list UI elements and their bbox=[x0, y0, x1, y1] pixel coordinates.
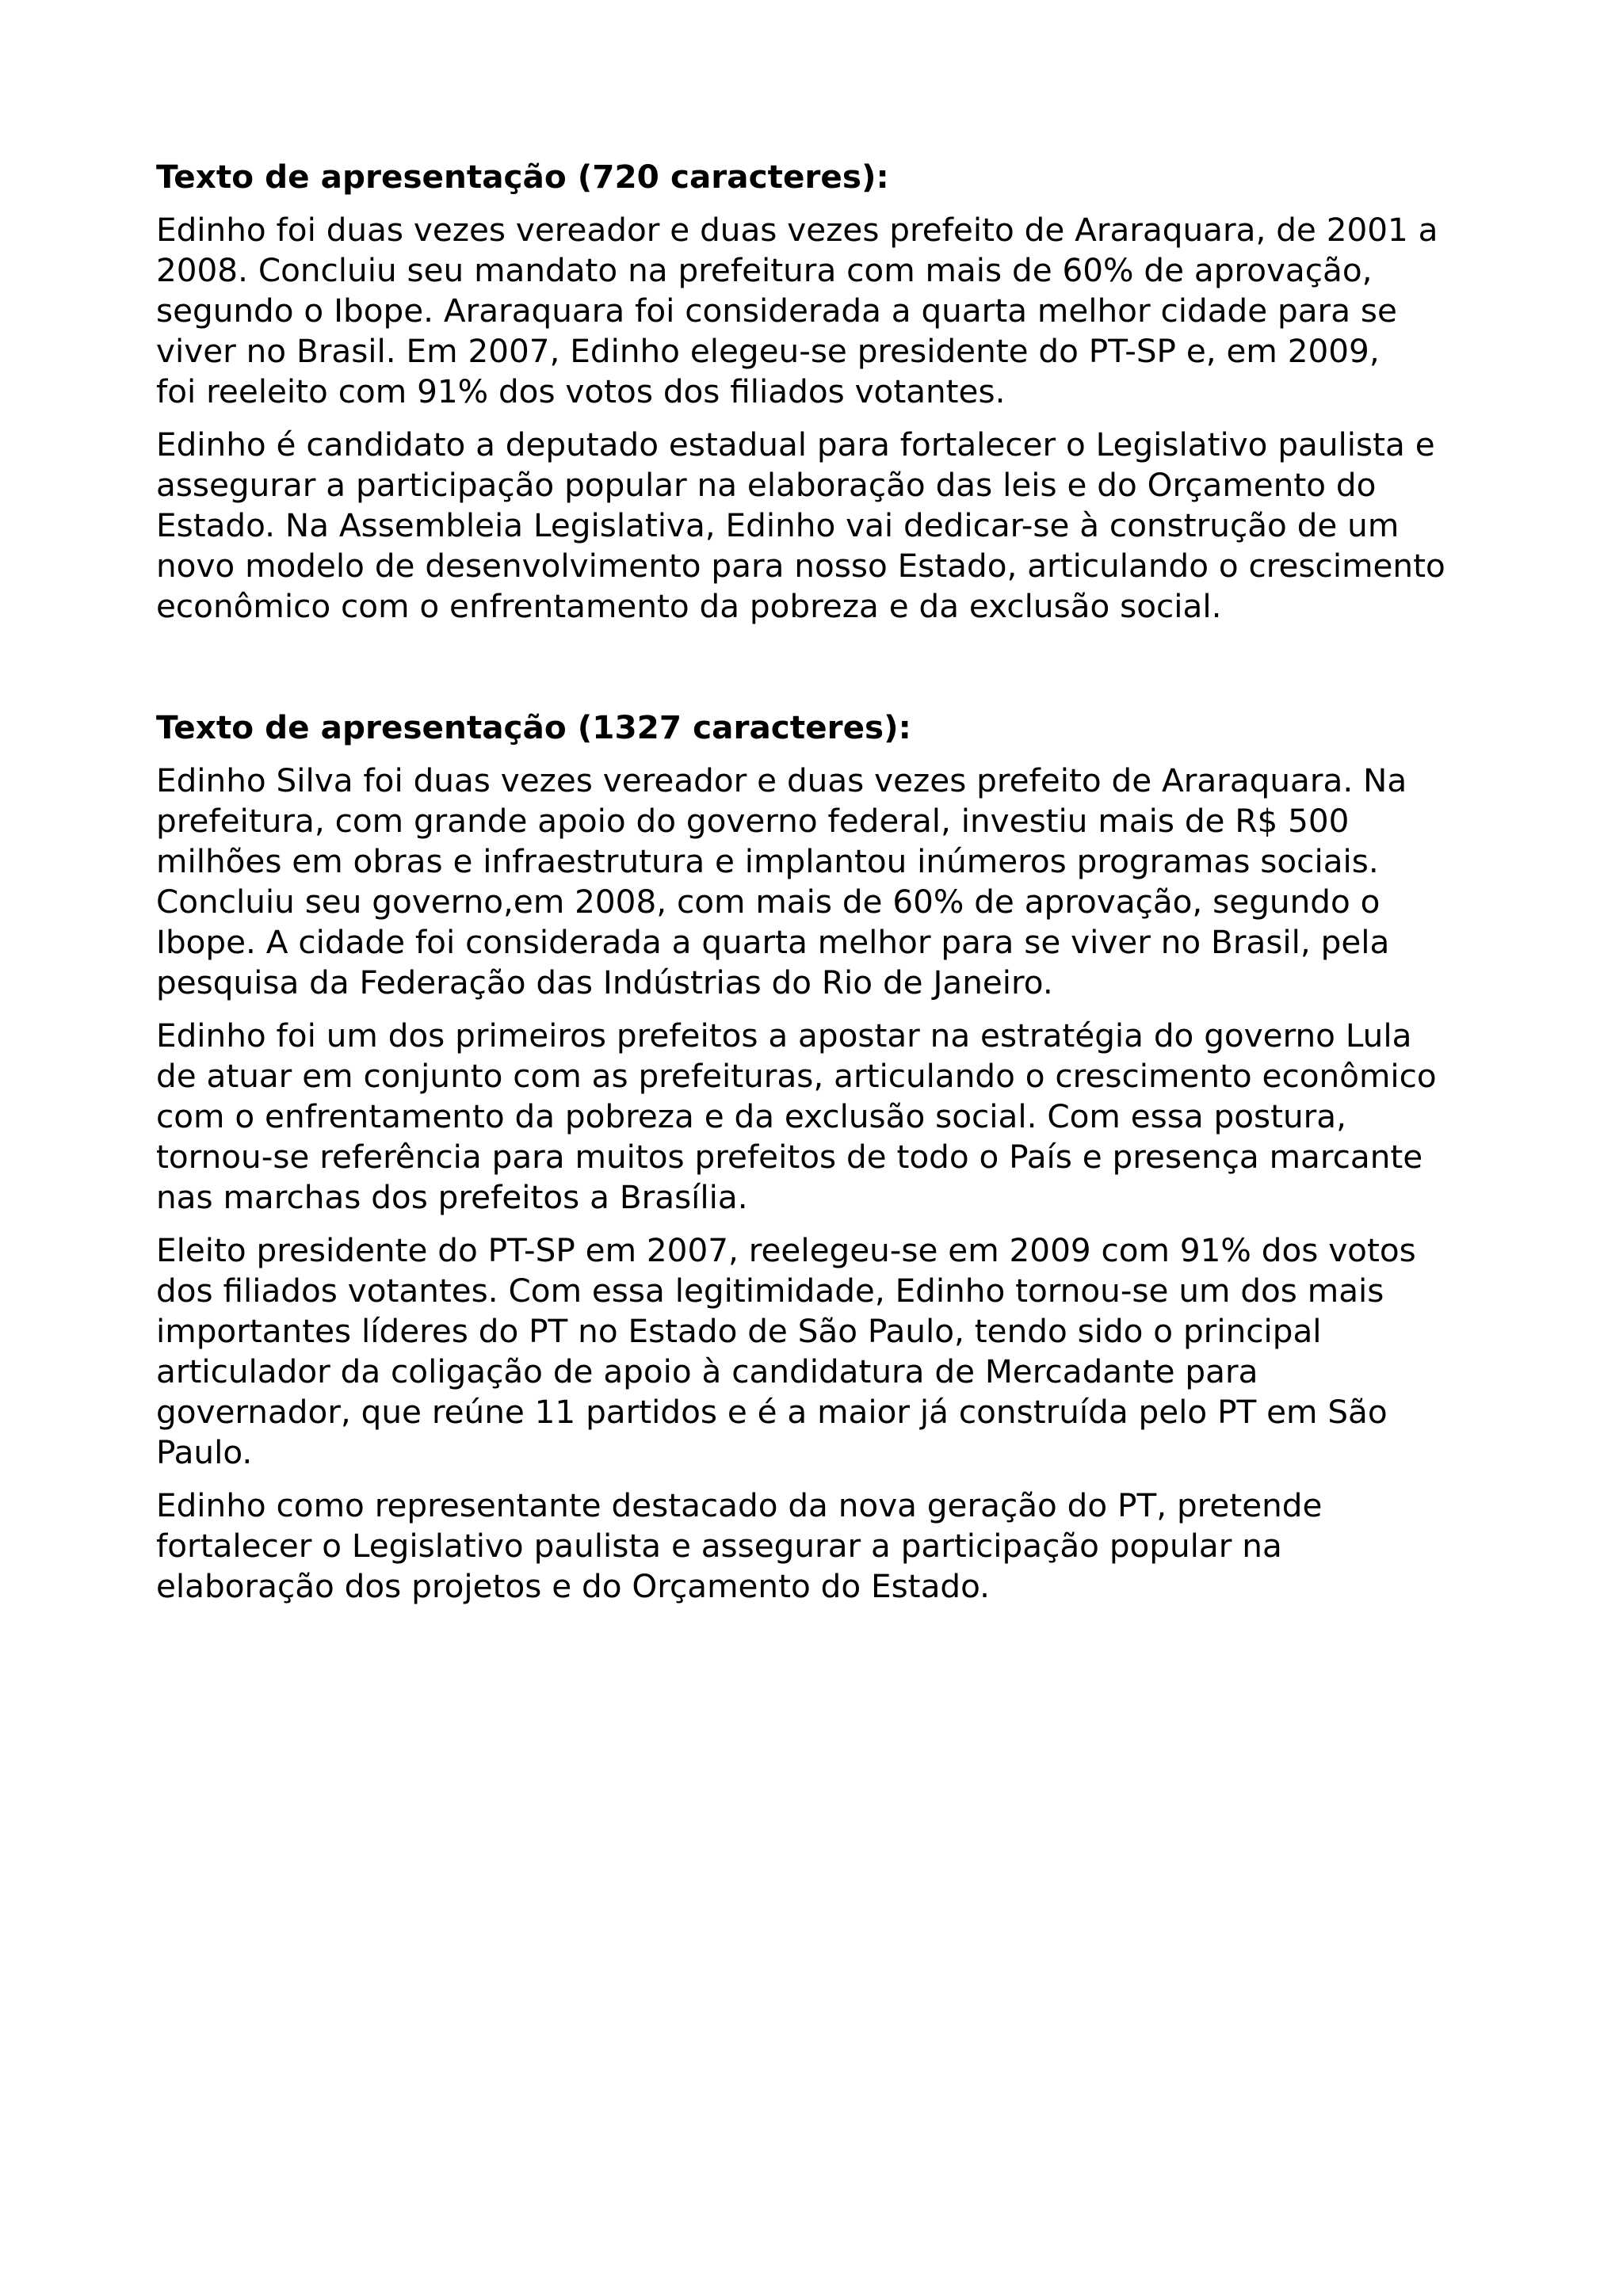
text-line: de atuar em conjunto com as prefeituras, articulando o crescimento econômico bbox=[156, 1057, 1437, 1095]
section-title: Texto de apresentação (1327 caracteres): bbox=[156, 708, 911, 746]
paragraph bbox=[156, 210, 1503, 412]
text-line: nas marchas dos prefeitos a Brasília. bbox=[156, 1178, 748, 1216]
document-content bbox=[156, 157, 1503, 1619]
text-line: prefeitura, com grande apoio do governo federal, investiu mais de R$ 500 bbox=[156, 802, 1350, 840]
text-line: dos filiados votantes. Com essa legitimidade, Edinho tornou-se um dos mais bbox=[156, 1272, 1384, 1310]
text-line: Edinho foi um dos primeiros prefeitos a apostar na estratégia do governo Lula bbox=[156, 1016, 1412, 1055]
paragraph bbox=[156, 1230, 1503, 1473]
text-line: 2008. Concluiu seu mandato na prefeitura com mais de 60% de aprovação, bbox=[156, 251, 1373, 289]
text-line: milhões em obras e infraestrutura e implantou inúmeros programas sociais. bbox=[156, 842, 1379, 880]
text-line: Edinho foi duas vezes vereador e duas vezes prefeito de Araraquara, de 2001 a bbox=[156, 211, 1438, 249]
text-line: Paulo. bbox=[156, 1433, 253, 1471]
section-spacer bbox=[156, 639, 1503, 707]
text-line: Edinho é candidato a deputado estadual para fortalecer o Legislativo paulista e bbox=[156, 425, 1435, 463]
section-720 bbox=[156, 157, 1503, 627]
text-line: novo modelo de desenvolvimento para nosso Estado, articulando o crescimento bbox=[156, 547, 1445, 585]
paragraph bbox=[156, 1016, 1503, 1218]
text-line: Ibope. A cidade foi considerada a quarta melhor para se viver no Brasil, pela bbox=[156, 923, 1390, 961]
text-line: segundo o Ibope. Araraquara foi considerada a quarta melhor cidade para se bbox=[156, 292, 1397, 330]
section-1327 bbox=[156, 707, 1503, 1607]
paragraph bbox=[156, 761, 1503, 1003]
text-line: governador, que reúne 11 partidos e é a maior já construída pelo PT em São bbox=[156, 1393, 1388, 1431]
text-line: Estado. Na Assembleia Legislativa, Edinho vai dedicar-se à construção de um bbox=[156, 506, 1400, 544]
text-line: fortalecer o Legislativo paulista e assegurar a participação popular na bbox=[156, 1527, 1282, 1565]
text-line: Eleito presidente do PT-SP em 2007, reelegeu-se em 2009 com 91% dos votos bbox=[156, 1231, 1416, 1269]
text-line: articulador da coligação de apoio à candidatura de Mercadante para bbox=[156, 1352, 1258, 1390]
text-line: assegurar a participação popular na elaboração das leis e do Orçamento do bbox=[156, 466, 1377, 504]
text-line: importantes líderes do PT no Estado de São Paulo, tendo sido o principal bbox=[156, 1312, 1322, 1350]
text-line: pesquisa da Federação das Indústrias do Rio de Janeiro. bbox=[156, 963, 1053, 1001]
text-line: Concluiu seu governo,em 2008, com mais de 60% de aprovação, segundo o bbox=[156, 883, 1381, 921]
text-line: tornou-se referência para muitos prefeitos de todo o País e presença marcante bbox=[156, 1138, 1423, 1176]
paragraph bbox=[156, 425, 1503, 627]
text-line: Edinho como representante destacado da nova geração do PT, pretende bbox=[156, 1486, 1323, 1524]
text-line: econômico com o enfrentamento da pobreza e da exclusão social. bbox=[156, 587, 1222, 625]
text-line: elaboração dos projetos e do Orçamento do Estado. bbox=[156, 1567, 991, 1605]
text-line: viver no Brasil. Em 2007, Edinho elegeu-se presidente do PT-SP e, em 2009, bbox=[156, 332, 1380, 370]
text-line: foi reeleito com 91% dos votos dos filiados votantes. bbox=[156, 372, 1006, 410]
text-line: com o enfrentamento da pobreza e da exclusão social. Com essa postura, bbox=[156, 1097, 1347, 1135]
text-line: Edinho Silva foi duas vezes vereador e duas vezes prefeito de Araraquara. Na bbox=[156, 761, 1407, 799]
paragraph bbox=[156, 1486, 1503, 1607]
section-title: Texto de apresentação (720 caracteres): bbox=[156, 158, 889, 196]
